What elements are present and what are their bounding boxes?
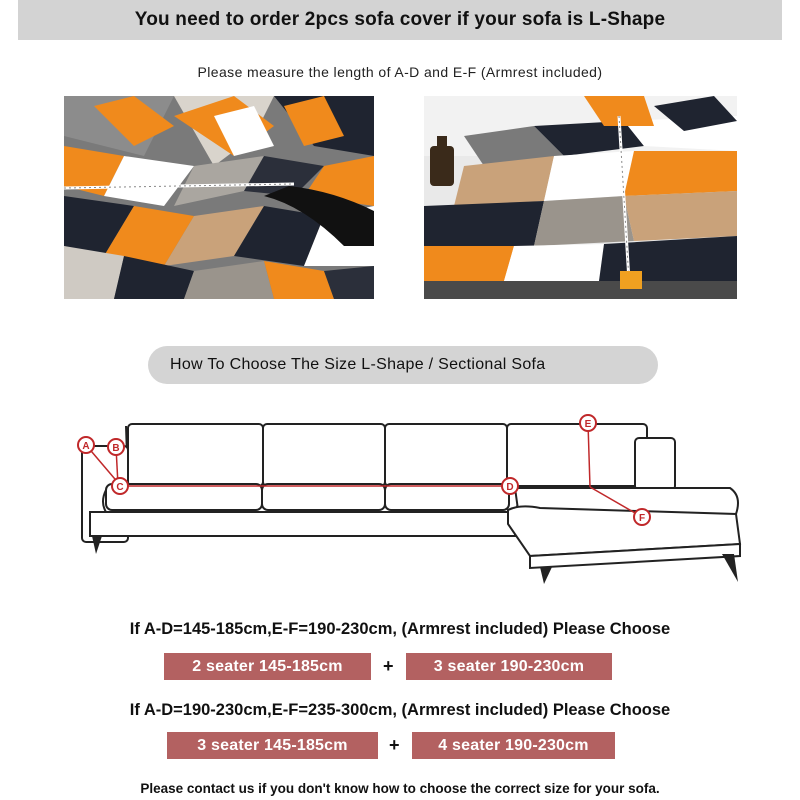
l-shape-sofa-diagram [70,404,760,594]
contact-note: Please contact us if you don't know how to choose the correct size for your sofa. [140,781,660,796]
sofa-photo-left [64,96,374,299]
option-1-first-size: 2 seater 145-185cm [164,653,371,680]
sofa-diagram-graphic [70,404,760,594]
sofa-photo-right [424,96,737,299]
option-1-condition: If A-D=145-185cm,E-F=190-230cm, (Armrest included) Please Choose [129,620,671,638]
diagram-marker-b [108,439,124,455]
diagram-marker-e [580,415,596,431]
size-guide-title-text: How To Choose The Size L-Shape / Sectional Sofa [170,356,546,373]
marker-b-label: B [112,443,120,454]
banner-text: You need to order 2pcs sofa cover if your sofa is L-Shape [134,9,666,30]
sofa-photo-left-graphic [64,96,374,299]
sofa-photo-right-graphic [424,96,737,299]
size-guide-title [148,346,658,384]
diagram-marker-f [634,509,650,525]
marker-c-label: C [116,482,124,493]
option-2-second-size: 4 seater 190-230cm [412,732,615,759]
option-2-plus: + [389,735,400,755]
option-2-first-size: 3 seater 145-185cm [167,732,378,759]
marker-d-label: D [506,482,514,493]
option-2-condition: If A-D=190-230cm,E-F=235-300cm, (Armrest included) Please Choose [129,701,671,719]
marker-f-label: F [638,513,646,524]
marker-e-label: E [584,419,592,430]
diagram-marker-a [78,437,94,453]
option-1-plus: + [383,656,394,676]
diagram-marker-c [112,478,128,494]
top-banner [18,0,782,40]
marker-a-label: A [82,441,90,452]
measure-note: Please measure the length of A-D and E-F (Armrest included) [197,64,603,80]
option-1-second-size: 3 seater 190-230cm [406,653,612,680]
diagram-marker-d [502,478,518,494]
